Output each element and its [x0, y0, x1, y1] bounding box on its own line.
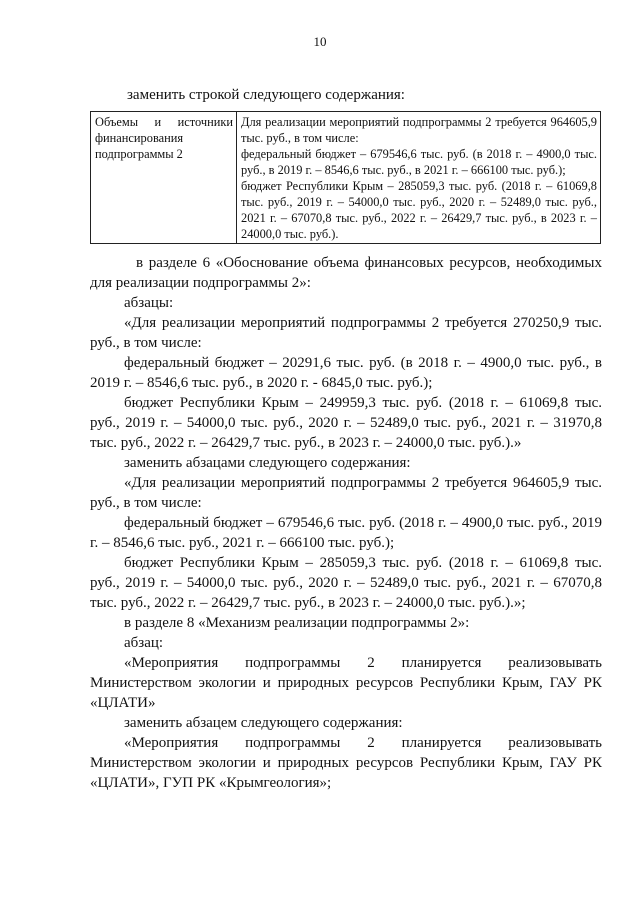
paragraph: абзац: — [124, 635, 164, 651]
paragraph: бюджет Республики Крым – 249959,3 тыс. руб. (2018 г. – 61069,8 тыс. руб., 2019 г. – 54000,0 тыс. руб., 2020 г. – 52489,0 тыс. руб., 2021 г. – 31970,8 тыс. руб., 2022 г. – 26429,7 тыс. руб., в 2023 г. – 24000,0 тыс. руб.).» — [90, 395, 602, 451]
paragraph: в разделе 6 «Обоснование объема финансовых ресурсов, необходимых для реализации подпрограммы 2»: — [90, 255, 602, 291]
paragraph: «Мероприятия подпрограммы 2 планируется реализовывать Министерством экологии и природных ресурсов Республики Крым, ГАУ РК «ЦЛАТИ», ГУП РК «Крымгеология»; — [90, 735, 602, 791]
table-right-paragraph: федеральный бюджет – 679546,6 тыс. руб. (в 2018 г. – 4900,0 тыс. руб., в 2019 г. – 8546,6 тыс. руб., в 2021 г. – 666100 тыс. руб.); — [241, 147, 597, 177]
table-right-paragraph: бюджет Республики Крым – 285059,3 тыс. руб. (2018 г. – 61069,8 тыс. руб., 2019 г. – 54000,0 тыс. руб., 2020 г. – 52489,0 тыс. руб., 2021 г. – 67070,8 тыс. руб., 2022 г. – 26429,7 тыс. руб., в 2023 г. – 24000,0 тыс. руб.). — [241, 179, 597, 241]
lead-text: заменить строкой следующего содержания: — [127, 87, 405, 103]
paragraph: абзацы: — [124, 295, 174, 311]
paragraph: «Для реализации мероприятий подпрограммы 2 требуется 270250,9 тыс. руб., в том числе: — [90, 315, 602, 351]
paragraph: «Мероприятия подпрограммы 2 планируется реализовывать Министерством экологии и природных ресурсов Республики Крым, ГАУ РК «ЦЛАТИ» — [90, 655, 602, 711]
paragraph: бюджет Республики Крым – 285059,3 тыс. руб. (2018 г. – 61069,8 тыс. руб., 2019 г. – 54000,0 тыс. руб., 2020 г. – 52489,0 тыс. руб., 2021 г. – 67070,8 тыс. руб., 2022 г. – 26429,7 тыс. руб., в 2023 г. – 24000,0 тыс. руб.).»; — [90, 555, 602, 611]
paragraph: в разделе 8 «Механизм реализации подпрограммы 2»: — [124, 615, 470, 631]
financing-table — [90, 111, 601, 244]
paragraph: «Для реализации мероприятий подпрограммы 2 требуется 964605,9 тыс. руб., в том числе: — [90, 475, 602, 511]
table-right-paragraph: Для реализации мероприятий подпрограммы 2 требуется 964605,9 тыс. руб., в том числе: — [241, 115, 597, 145]
paragraph: заменить абзацами следующего содержания: — [124, 455, 411, 471]
document-body — [90, 253, 602, 793]
table-right-cell — [237, 112, 601, 244]
paragraph: федеральный бюджет – 679546,6 тыс. руб. (2018 г. – 4900,0 тыс. руб., 2019 г. – 8546,6 тыс. руб., 2021 г. – 666100 тыс. руб.); — [90, 515, 602, 551]
paragraph: федеральный бюджет – 20291,6 тыс. руб. (в 2018 г. – 4900,0 тыс. руб., в 2019 г. – 8546,6 тыс. руб., в 2020 г. - 6845,0 тыс. руб.); — [90, 355, 602, 391]
page-number: 10 — [313, 34, 327, 49]
paragraph: заменить абзацем следующего содержания: — [124, 715, 403, 731]
table-row — [91, 112, 601, 244]
table-left-cell: Объемы и источники финансирования подпрограммы 2 — [91, 112, 237, 244]
